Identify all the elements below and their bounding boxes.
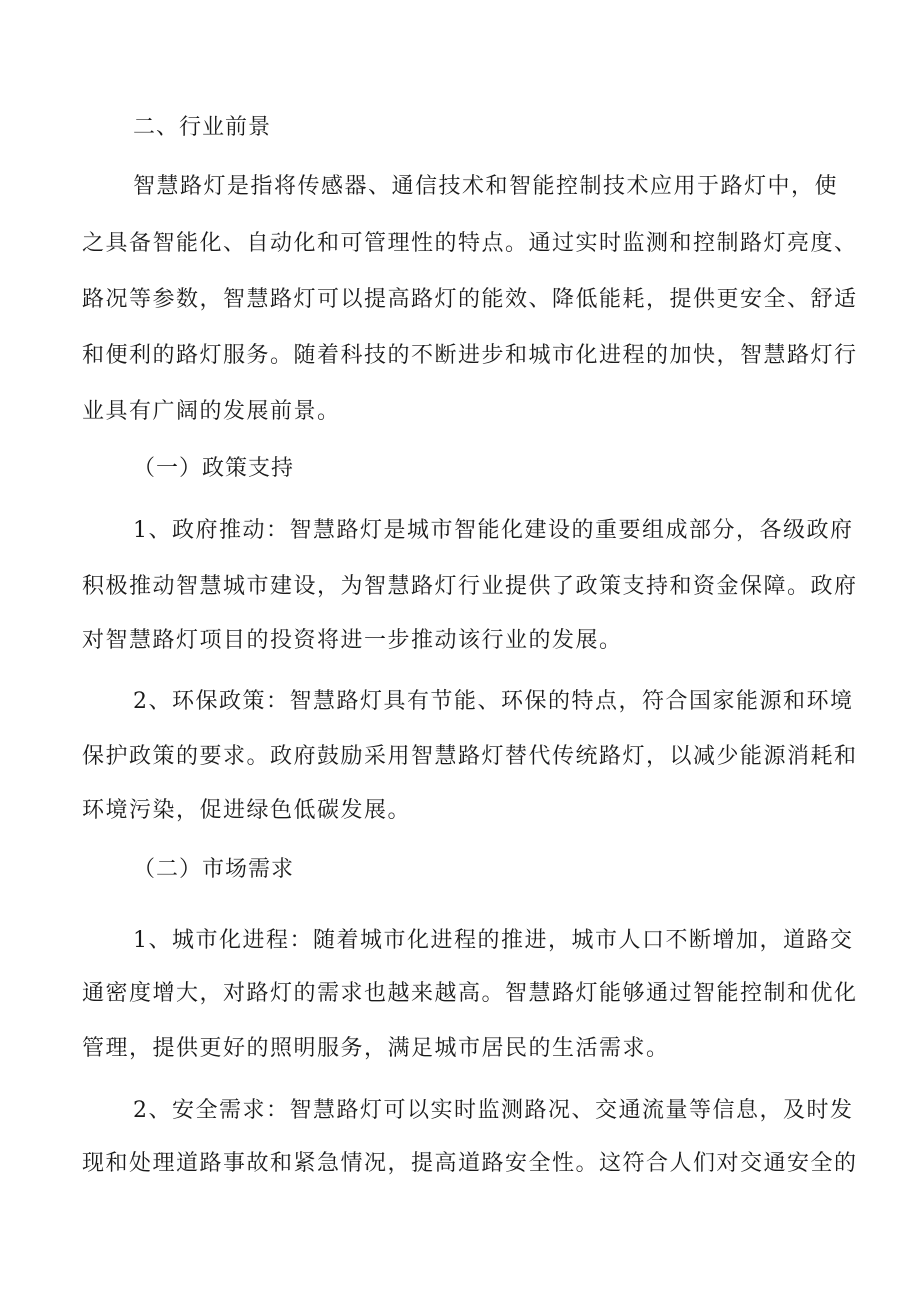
paragraph-line: 积极推动智慧城市建设，为智慧路灯行业提供了政策支持和资金保障。政府 [82,574,858,599]
subsection-title-market: （二）市场需求 [133,857,295,882]
paragraph-line: 1、政府推动：智慧路灯是城市智能化建设的重要组成部分，各级政府 [133,518,854,543]
paragraph-line: 环境污染，促进绿色低碳发展。 [82,798,412,823]
paragraph-line: 业具有广阔的发展前景。 [82,399,341,424]
section-title: 二、行业前景 [133,115,272,140]
paragraph-line: 和便利的路灯服务。随着科技的不断进步和城市化进程的加快，智慧路灯行 [82,343,858,368]
paragraph-line: 保护政策的要求。政府鼓励采用智慧路灯替代传统路灯，以减少能源消耗和 [82,744,858,769]
paragraph-line: 路况等参数，智慧路灯可以提高路灯的能效、降低能耗，提供更安全、舒适 [82,287,858,312]
subsection-title-policy: （一）政策支持 [133,456,295,481]
paragraph-line: 1、城市化进程：随着城市化进程的推进，城市人口不断增加，道路交 [133,928,854,953]
paragraph-line: 通密度增大，对路灯的需求也越来越高。智慧路灯能够通过智能控制和优化 [82,981,858,1006]
paragraph-line: 对智慧路灯项目的投资将进一步推动该行业的发展。 [82,628,623,653]
paragraph-line: 管理，提供更好的照明服务，满足城市居民的生活需求。 [82,1036,670,1061]
paragraph-line: 之具备智能化、自动化和可管理性的特点。通过实时监测和控制路灯亮度、 [82,231,858,256]
paragraph-line: 2、环保政策：智慧路灯具有节能、环保的特点，符合国家能源和环境 [133,689,854,714]
paragraph-line: 智慧路灯是指将传感器、通信技术和智能控制技术应用于路灯中，使 [133,174,839,199]
paragraph-line: 现和处理道路事故和紧急情况，提高道路安全性。这符合人们对交通安全的 [82,1151,858,1176]
paragraph-line: 2、安全需求：智慧路灯可以实时监测路况、交通流量等信息，及时发 [133,1098,854,1123]
